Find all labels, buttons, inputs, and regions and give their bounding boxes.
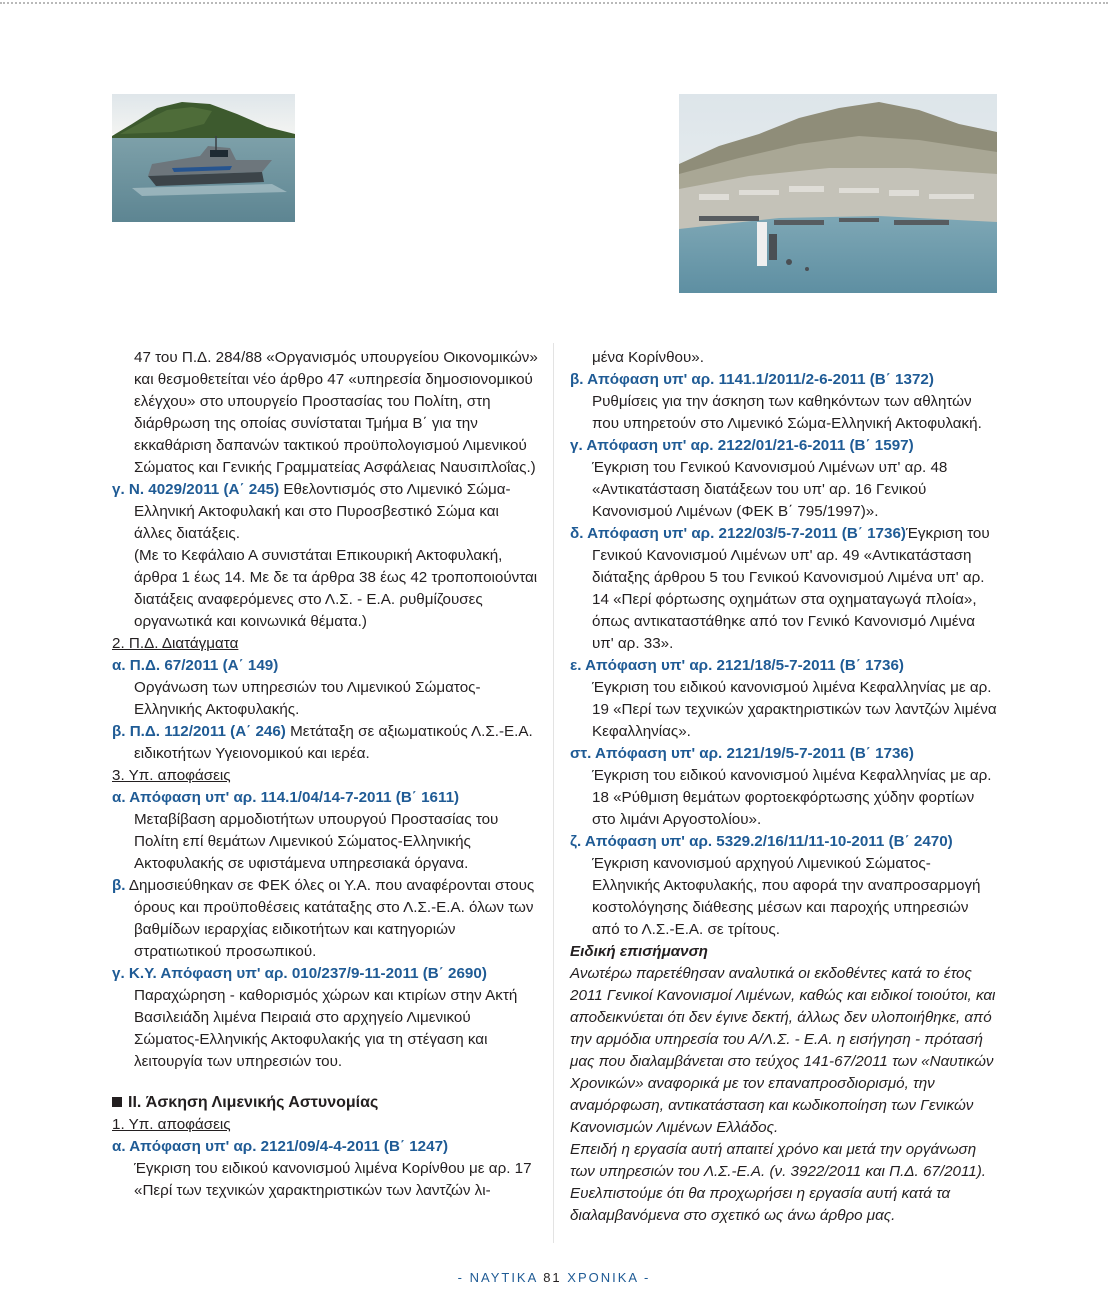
decision-1141-text: Ρυθμίσεις για την άσκηση των καθηκόντων των αθλητών που υπηρετούν στο Λιμενικό Σώμα-Ελληνική Ακτοφυλακή. bbox=[592, 393, 982, 432]
pd-112-text: Μετάταξη σε αξιωματικούς Λ.Σ.-Ε.Α. ειδικοτήτων Υγειονομικού και ιερέα. bbox=[134, 723, 533, 762]
law-4029-item bbox=[112, 479, 540, 545]
decision-114-ref: α. Απόφαση υπ' αρ. 114.1/04/14-7-2011 (Β΄ 1611) bbox=[112, 789, 460, 806]
decision-2121-09-text: Έγκριση του ειδικού κανονισμού λιμένα Κορίνθου με αρ. 17 «Περί των τεχνικών χαρακτηριστικών των λαντζών λι- bbox=[134, 1160, 532, 1199]
right-column bbox=[570, 347, 997, 1227]
special-note-title: Ειδική επισήμανση bbox=[570, 943, 708, 960]
decision-2121-18-ref: ε. Απόφαση υπ' αρ. 2121/18/5-7-2011 (Β΄ 1736) bbox=[570, 657, 904, 674]
pd-67-text: Οργάνωση των υπηρεσιών του Λιμενικού Σώματος-Ελληνικής Ακτοφυλακής. bbox=[134, 679, 481, 718]
decision-2121-18-text: Έγκριση του ειδικού κανονισμού λιμένα Κεφαλληνίας με αρ. 19 «Περί των τεχνικών χαρακτηριστικών των λαντζών λιμένα Κεφαλληνίας». bbox=[592, 679, 997, 740]
patrol-boat-photo bbox=[112, 94, 295, 222]
decision-2122-03-item bbox=[570, 523, 997, 655]
law-4029-ref: γ. Ν. 4029/2011 (Α΄ 245) bbox=[112, 481, 280, 498]
decision-2122-03-ref: δ. Απόφαση υπ' αρ. 2122/03/5-7-2011 (Β΄ 1736) bbox=[570, 525, 906, 542]
decision-5329-text: Έγκριση κανονισμού αρχηγού Λιμενικού Σώματος-Ελληνικής Ακτοφυλακής, που αφορά την αναπροσαρμογή κοστολόγησης διάθεσης μέσων και παροχής υπηρεσιών από το Λ.Σ.-Ε.Α. σε τρίτους. bbox=[592, 855, 981, 938]
decision-010-text: Παραχώρηση - καθορισμός χώρων και κτιρίων στην Ακτή Βασιλειάδη λιμένα Πειραιά στο αρχηγείο Λιμενικού Σώματος-Ελληνικής Ακτοφυλακής για τη στέγαση και λειτουργία των υπηρεσιών του. bbox=[134, 987, 518, 1070]
decision-2121-19-ref: στ. Απόφαση υπ' αρ. 2121/19/5-7-2011 (Β΄ 1736) bbox=[570, 745, 914, 762]
fek-publication-label: β. bbox=[112, 877, 126, 894]
decision-2122-01-ref: γ. Απόφαση υπ' αρ. 2122/01/21-6-2011 (Β΄ 1597) bbox=[570, 437, 914, 454]
fek-publication-text: Δημοσιεύθηκαν σε ΦΕΚ όλες οι Υ.Α. που αναφέρονται στους όρους και προϋποθέσεις κατάταξης στο Λ.Σ.-Ε.Α. όλων των βαθμίδων ιεραρχίας ειδικοτήτων και κατηγοριών στρατιωτικού προσωπικού. bbox=[128, 877, 535, 960]
intro-paragraph: 47 του Π.Δ. 284/88 «Οργανισμός υπουργείου Οικονομικών» και θεσμοθετείται νέο άρθρο 47 «υπηρεσία δημοσιονομικού ελέγχου» στο υπουργείο Προστασίας του Πολίτη, στη διάρθρωση της οποίας συνίσταται Τμήμα Β΄ για την εκκαθάριση δαπανών τακτικού προϋπολογισμού Λιμενικού Σώματος και Γενικής Γραμματείας Ασφάλειας Ναυσιπλοΐας.) bbox=[134, 349, 538, 476]
pd-112-item bbox=[112, 721, 540, 765]
heading-ministerial-decisions: 3. Υπ. αποφάσεις bbox=[112, 767, 231, 784]
decision-5329-ref: ζ. Απόφαση υπ' αρ. 5329.2/16/11/11-10-2011 (Β΄ 2470) bbox=[570, 833, 953, 850]
top-dotted-border bbox=[0, 2, 1108, 4]
page-footer bbox=[0, 1270, 1108, 1285]
column-divider bbox=[553, 343, 554, 1243]
pd-112-ref: β. Π.Δ. 112/2011 (Α΄ 246) bbox=[112, 723, 286, 740]
page-number: 81 bbox=[543, 1270, 562, 1285]
decision-2121-09-ref: α. Απόφαση υπ' αρ. 2121/09/4-4-2011 (Β΄ 1247) bbox=[112, 1138, 449, 1155]
section-title: II. Άσκηση Λιμενικής Αστυνομίας bbox=[128, 1094, 379, 1111]
left-column bbox=[112, 347, 540, 1202]
decision-2122-01-text: Έγκριση του Γενικού Κανονισμού Λιμένων υπ' αρ. 48 «Αντικατάσταση διατάξεων του υπ' αρ. 16 Γενικού Κανονισμού Λιμένων (ΦΕΚ Β΄ 795/1997)». bbox=[592, 459, 948, 520]
pd-67-ref: α. Π.Δ. 67/2011 (Α΄ 149) bbox=[112, 657, 279, 674]
decision-1141-ref: β. Απόφαση υπ' αρ. 1141.1/2011/2-6-2011 (Β΄ 1372) bbox=[570, 371, 934, 388]
law-4029-note: (Με το Κεφάλαιο Α συνιστάται Επικουρική Ακτοφυλακή, άρθρα 1 έως 14. Με δε τα άρθρα 38 έως 42 τροποποιούνται διατάξεις αναφερόμενες στο Λ.Σ. - Ε.Α. ρυθμίζουσες οργανωτικά και κοινωνικά θέματα.) bbox=[134, 547, 538, 630]
decision-2121-19-text: Έγκριση του ειδικού κανονισμού λιμένα Κεφαλληνίας με αρ. 18 «Ρύθμιση θεμάτων φορτοεκφόρτωσης χύδην φορτίων στο λιμάνι Αργοστολίου». bbox=[592, 767, 992, 828]
footer-left: - ΝΑΥΤΙΚΑ bbox=[457, 1270, 538, 1285]
special-note-paragraph-1: Ανωτέρω παρετέθησαν αναλυτικά οι εκδοθέντες κατά το έτος 2011 Γενικοί Κανονισμοί Λιμένων, καθώς και ειδικοί τοιούτοι, και αποδεικνύεται ότι δεν έγινε δεκτή, άλλως δεν υλοποιήθηκε, από την αρμόδια υπηρεσία του Α/Λ.Σ. - Ε.Α. η εισήγηση - πρότασή μας που διαλαμβάνεται στο τεύχος 141-67/2011 των «Ναυτικών Χρονικών» αναφορικά με τον επαναπροσδιορισμό, την αναμόρφωση, αντικατάσταση και κωδικοποίηση των Γενικών Κανονισμών Λιμένων Ελλάδος. bbox=[570, 965, 996, 1136]
port-city-aerial-photo bbox=[679, 94, 997, 293]
section-heading bbox=[112, 1092, 540, 1114]
continued-text: μένα Κορίνθου». bbox=[592, 349, 704, 366]
heading-presidential-decrees: 2. Π.Δ. Διατάγματα bbox=[112, 635, 239, 652]
decision-2122-03-text: Έγκριση του Γενικού Κανονισμού Λιμένων υπ' αρ. 49 «Αντικατάσταση διάταξης άρθρου 5 του Γενικού Κανονισμού Λιμένα υπ' αρ. 14 «Περί φόρτωσης οχημάτων στα οχηματαγωγά πλοία», όπως αντικαταστάθηκε από τον Γενικό Κανονισμό Λιμένα υπ' αρ. 33». bbox=[592, 525, 990, 652]
footer-right: ΧΡΟΝΙΚΑ - bbox=[567, 1270, 651, 1285]
decision-114-text: Μεταβίβαση αρμοδιοτήτων υπουργού Προστασίας του Πολίτη επί θεμάτων Λιμενικού Σώματος-Ελληνικής Ακτοφυλακής σε υφιστάμενα υπηρεσιακά όργανα. bbox=[134, 811, 499, 872]
square-bullet-icon bbox=[112, 1097, 122, 1107]
decision-010-ref: γ. Κ.Υ. Απόφαση υπ' αρ. 010/237/9-11-2011 (Β΄ 2690) bbox=[112, 965, 487, 982]
law-4029-text: Εθελοντισμός στο Λιμενικό Σώμα-Ελληνική Ακτοφυλακή και στο Πυροσβεστικό Σώμα και άλλες διατάξεις. bbox=[134, 481, 511, 542]
special-note-paragraph-2: Επειδή η εργασία αυτή απαιτεί χρόνο και μετά την οργάνωση των υπηρεσιών του Λ.Σ.-Ε.Α. (ν. 3922/2011 και Π.Δ. 67/2011). Ευελπιστούμε ότι θα προχωρήσει η εργασία αυτή κατά τα διαλαμβανόμενα στο σχετικό ως άνω άρθρο μας. bbox=[570, 1141, 987, 1224]
heading-section-decisions: 1. Υπ. αποφάσεις bbox=[112, 1116, 231, 1133]
fek-publication-item bbox=[112, 875, 540, 963]
